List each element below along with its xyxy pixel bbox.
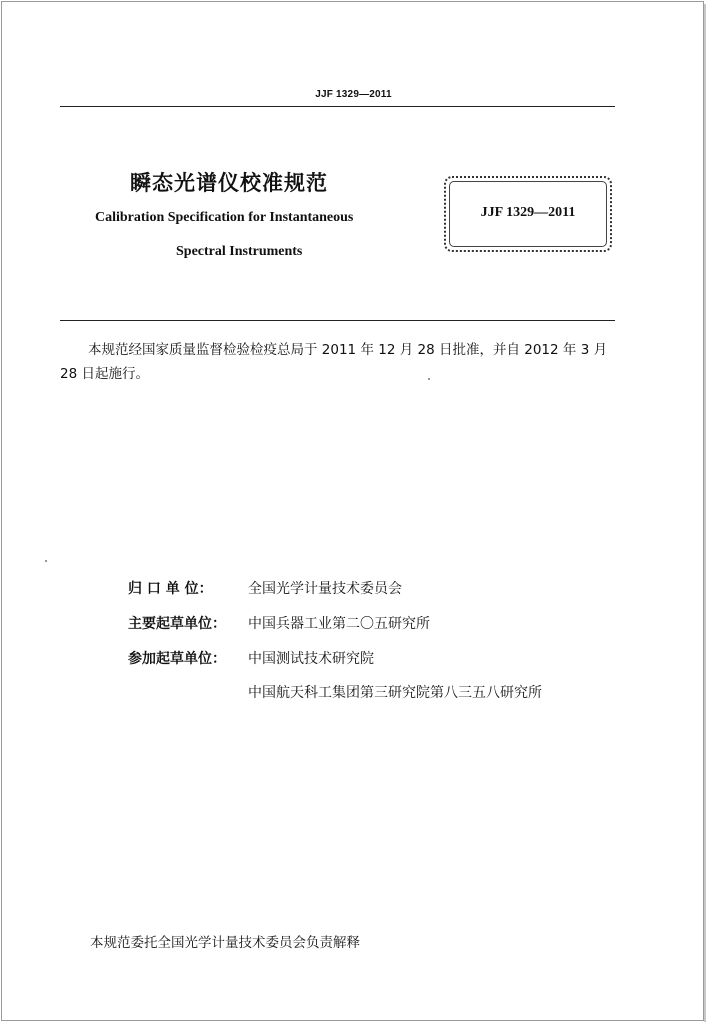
approval-statement: 本规范经国家质量监督检验检疫总局于 2011 年 12 月 28 日批准，并自 2012 年 3 月 28 日起施行。 <box>60 342 608 382</box>
owner-label: 归 口 单 位： <box>128 581 213 597</box>
org-row-participant-2 <box>128 682 542 702</box>
participant-2: 中国航天科工集团第三研究院第八三五八研究所 <box>248 685 542 701</box>
header-standard-code: JJF 1329—2011 <box>315 89 392 100</box>
participants-label: 参加起草单位： <box>128 651 226 667</box>
org-row-drafter <box>128 613 430 633</box>
drafter-value: 中国兵器工业第二〇五研究所 <box>248 616 430 632</box>
owner-value: 全国光学计量技术委员会 <box>248 581 402 597</box>
footer-note: 本规范委托全国光学计量技术委员会负责解释 <box>90 935 360 951</box>
scan-speck <box>428 378 430 380</box>
title-chinese: 瞬态光谱仪校准规范 <box>130 171 328 195</box>
page-frame <box>1 1 704 1021</box>
title-rule <box>60 320 615 321</box>
title-english-line-1: Calibration Specification for Instantaneous <box>95 210 354 225</box>
standard-code-box <box>444 176 612 252</box>
org-row-participants <box>128 648 374 668</box>
header-rule <box>60 106 615 107</box>
scan-speck <box>45 560 47 562</box>
standard-code-box-text: JJF 1329—2011 <box>480 205 576 220</box>
org-row-owner <box>128 578 402 598</box>
drafter-label: 主要起草单位： <box>128 616 226 632</box>
participant-1: 中国测试技术研究院 <box>248 651 374 667</box>
title-english-line-2: Spectral Instruments <box>176 244 303 259</box>
